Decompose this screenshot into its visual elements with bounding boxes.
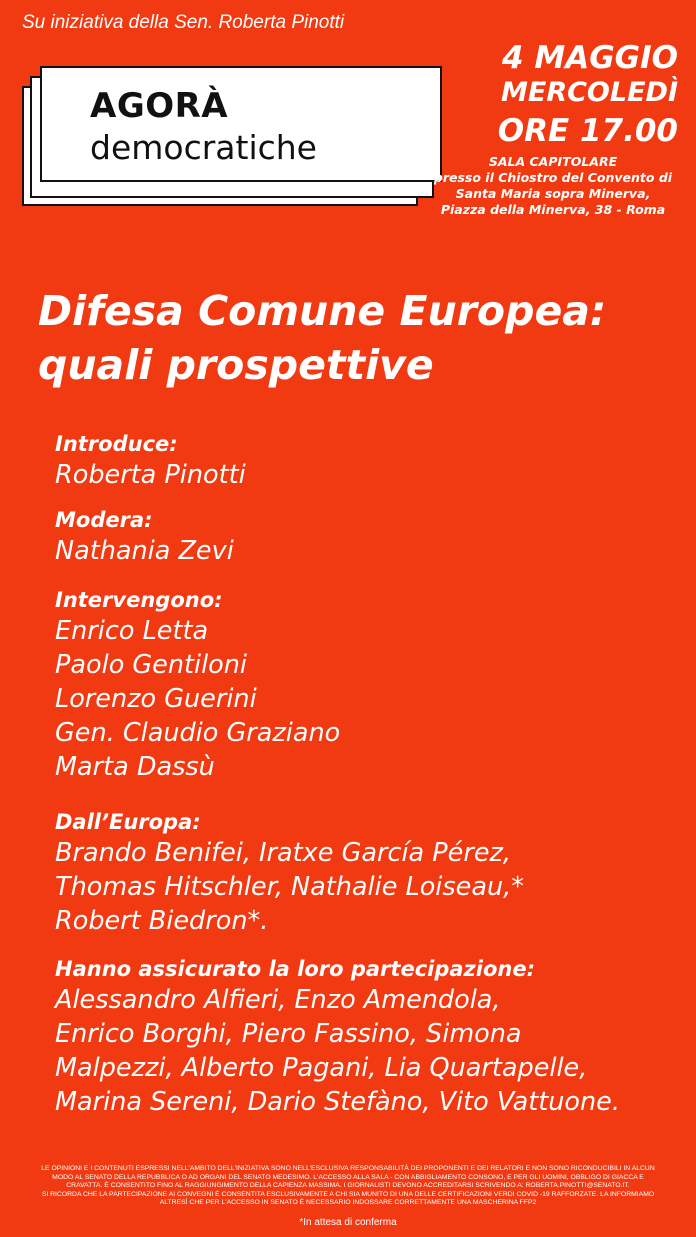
participant-line: Alessandro Alfieri, Enzo Amendola, (55, 985, 501, 1015)
event-venue (428, 154, 678, 218)
disclaimer-line: SI RICORDA CHE LA PARTECIPAZIONE AI CONVEGNI È CONSENTITA ESCLUSIVAMENTE A CHI SIA MUNITO DI UNA DELLE CERTIFICAZIONI VERDI COVID -19 RAFFORZATE. LA INFORMIAMO (41, 1190, 655, 1198)
introduce-label: Introduce: (55, 432, 178, 456)
venue-line: Piazza della Minerva, 38 - Roma (440, 202, 666, 217)
participant-line: Enrico Borghi, Piero Fassino, Simona (55, 1019, 522, 1049)
disclaimer-line: CRAVATTA. È CONSENTITO FINO AL RAGGIUNGIMENTO DELLA CAPIENZA MASSIMA. I GIORNALISTI DEVONO ACCREDITARSI SCRIVENDO A: ROBERTA.PINOTTI@SENATO.IT. (66, 1182, 630, 1190)
agora-logo (22, 66, 452, 206)
speaker-name: Enrico Letta (55, 616, 209, 646)
participant-line: Malpezzi, Alberto Pagani, Lia Quartapelle, (55, 1053, 588, 1083)
disclaimer-line: MODO AL SENATO DELLA REPUBBLICA O AD ORGANI DEL SENATO MEDESIMO. L'ACCESSO ALLA SALA - CON ABBIGLIAMENTO CONSONO, E PER GLI UOMINI, OBBLIGO DI GIACCA E (52, 1173, 644, 1181)
speaker-name: Marta Dassù (55, 752, 215, 782)
event-date: 4 MAGGIO (502, 40, 678, 76)
europa-list (55, 836, 675, 938)
europa-line: Brando Benifei, Iratxe García Pérez, (55, 838, 511, 868)
logo-card-front (40, 66, 442, 182)
speaker-name: Paolo Gentiloni (55, 650, 248, 680)
headline-line: quali prospettive (38, 341, 434, 389)
logo-subtitle: democratiche (90, 128, 317, 167)
partecipazione-label: Hanno assicurato la loro partecipazione: (55, 957, 535, 981)
disclaimer-line: LE OPINIONI E I CONTENUTI ESPRESSI NELL'AMBITO DELL'INIZIATIVA SONO NELL'ESCLUSIVA RESPONSABILITÀ DEI PROPONENTI E DEI RELATORI E NON SONO RICONDUCIBILI IN ALCUN (41, 1165, 655, 1172)
europa-line: Robert Biedron*. (55, 906, 269, 936)
modera-name: Nathania Zevi (55, 536, 234, 566)
section-introduce (55, 430, 246, 492)
section-partecipazione (55, 955, 695, 1119)
disclaimer-line: ALTRESÌ CHE PER L'ACCESSO IN SENATO È NECESSARIO INDOSSARE CORRETTAMENTE UNA MASCHERINA FFP2 (159, 1199, 537, 1207)
section-intervengono (55, 586, 340, 784)
speaker-name: Gen. Claudio Graziano (55, 718, 341, 748)
intervengono-label: Intervengono: (55, 588, 223, 612)
event-time: ORE 17.00 (497, 113, 678, 149)
participant-line: Marina Sereni, Dario Stefàno, Vito Vattuone. (55, 1087, 620, 1117)
speaker-name: Lorenzo Guerini (55, 684, 257, 714)
headline (38, 284, 678, 392)
event-day: MERCOLEDÌ (501, 77, 678, 108)
partecipazione-list (55, 983, 695, 1119)
modera-label: Modera: (55, 508, 153, 532)
europa-line: Thomas Hitschler, Nathalie Loiseau,* (55, 872, 525, 902)
intervengono-list (55, 614, 340, 784)
initiative-text: Su iniziativa della Sen. Roberta Pinotti (22, 12, 345, 33)
disclaimer (20, 1165, 676, 1208)
venue-line: presso il Chiostro del Convento di (433, 170, 673, 185)
confirmation-note: *In attesa di conferma (299, 1217, 397, 1228)
section-europa (55, 808, 675, 938)
section-modera (55, 506, 234, 568)
introduce-name: Roberta Pinotti (55, 460, 246, 490)
logo-title: AGORÀ (90, 86, 229, 126)
europa-label: Dall’Europa: (55, 810, 201, 834)
headline-line: Difesa Comune Europea: (38, 287, 607, 335)
event-details (428, 40, 678, 218)
venue-line: Santa Maria sopra Minerva, (455, 186, 651, 201)
venue-line: SALA CAPITOLARE (488, 154, 618, 169)
